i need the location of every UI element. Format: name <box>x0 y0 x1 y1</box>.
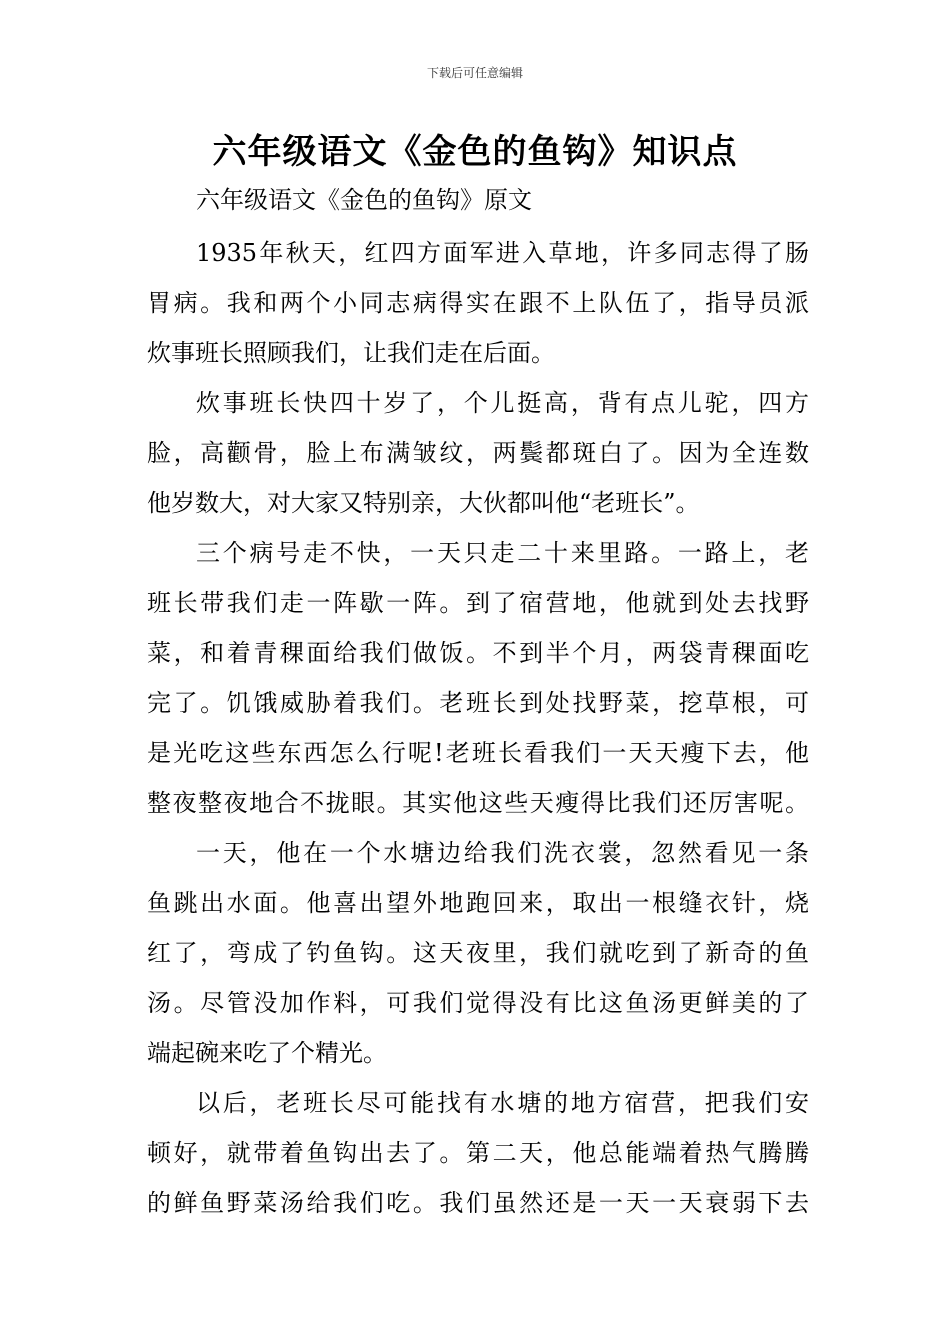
text-line: 脸，高颧骨，脸上布满皱纹，两鬓都斑白了。因为全连数 <box>147 439 809 467</box>
text-line: 以后，老班长尽可能找有水塘的地方宿营，把我们安 <box>196 1089 809 1117</box>
text-line: 他岁数大，对大家又特别亲，大伙都叫他“老班长”。 <box>147 489 700 517</box>
text-line: 红了，弯成了钓鱼钩。这天夜里，我们就吃到了新奇的鱼 <box>147 939 809 967</box>
text-line: 端起碗来吃了个精光。 <box>147 1039 387 1067</box>
header-note: 下载后可任意编辑 <box>426 66 523 80</box>
article-body <box>147 228 809 1228</box>
text-line: 菜，和着青稞面给我们做饭。不到半个月，两袋青稞面吃 <box>147 639 809 667</box>
text-line: 1935年秋天，红四方面军进入草地，许多同志得了肠 <box>196 239 809 267</box>
text-line: 胃病。我和两个小同志病得实在跟不上队伍了，指导员派 <box>147 289 809 317</box>
text-line: 整夜整夜地合不拢眼。其实他这些天瘦得比我们还厉害呢。 <box>147 789 809 817</box>
text-line: 顿好，就带着鱼钩出去了。第二天，他总能端着热气腾腾 <box>147 1139 809 1167</box>
text-line: 完了。饥饿威胁着我们。老班长到处找野菜，挖草根，可 <box>147 689 809 717</box>
text-line: 三个病号走不快，一天只走二十来里路。一路上，老 <box>196 539 809 567</box>
text-line: 的鲜鱼野菜汤给我们吃。我们虽然还是一天一天衰弱下去 <box>147 1189 809 1217</box>
text-line: 班长带我们走一阵歇一阵。到了宿营地，他就到处去找野 <box>147 589 809 617</box>
text-line: 是光吃这些东西怎么行呢!老班长看我们一天天瘦下去，他 <box>147 739 809 767</box>
text-line: 一天，他在一个水塘边给我们洗衣裳，忽然看见一条 <box>196 839 809 867</box>
text-line: 炊事班长快四十岁了，个儿挺高，背有点儿驼，四方 <box>196 389 809 417</box>
text-line: 炊事班长照顾我们，让我们走在后面。 <box>147 339 555 367</box>
text-line: 汤。尽管没加作料，可我们觉得没有比这鱼汤更鲜美的了 <box>147 989 809 1017</box>
text-line: 鱼跳出水面。他喜出望外地跑回来，取出一根缝衣针，烧 <box>147 889 809 917</box>
section-subtitle: 六年级语文《金色的鱼钩》原文 <box>196 186 532 214</box>
document-title: 六年级语文《金色的鱼钩》知识点 <box>212 132 738 172</box>
